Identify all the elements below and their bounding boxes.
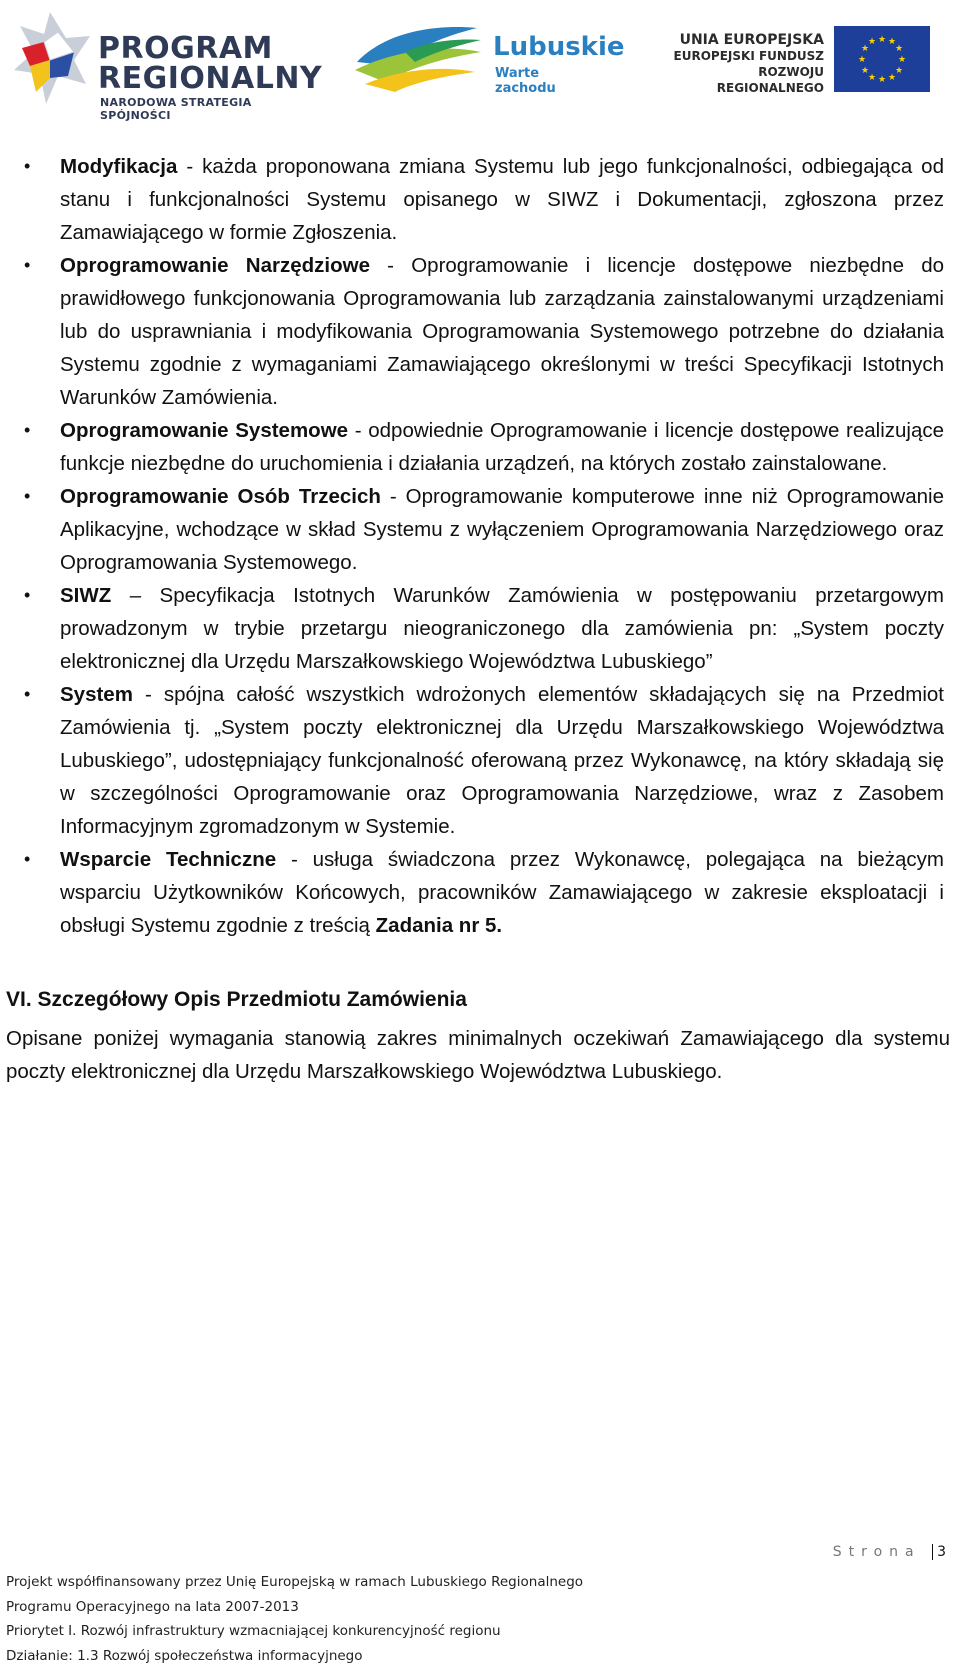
page-header	[0, 0, 960, 120]
definition-text: usługa świadczona przez Wykonawcę, polegająca na bieżącym wsparciu Użytkowników Końcowych, pracowników Zamawiającego w zakresie eksploatacji i obsługi Systemu zgodnie z treścią	[60, 848, 944, 937]
definition-separator: -	[348, 419, 369, 442]
bullet-icon: •	[24, 156, 31, 176]
lubuskie-subtitle: Warte zachodu	[495, 66, 556, 96]
definition-item	[0, 480, 960, 579]
section-heading: VI. Szczegółowy Opis Przedmiotu Zamówienia	[6, 988, 467, 1011]
definition-item	[0, 579, 960, 678]
definition-term: Modyfikacja	[60, 155, 178, 178]
svg-text:★: ★	[887, 73, 897, 83]
svg-text:★: ★	[894, 66, 904, 76]
svg-text:★: ★	[860, 66, 870, 76]
program-subtitle: NARODOWA STRATEGIA SPÓJNOŚCI	[100, 96, 252, 122]
definition-separator: -	[276, 848, 313, 871]
definition-term: Oprogramowanie Osób Trzecich	[60, 485, 381, 508]
footer-line: Programu Operacyjnego na lata 2007-2013	[6, 1598, 299, 1615]
definition-term: Oprogramowanie Narzędziowe	[60, 254, 370, 277]
page-footer	[6, 1570, 583, 1668]
program-title-line1: PROGRAM	[98, 31, 273, 66]
program-regionalny-logo	[10, 12, 323, 122]
definition-text: Specyfikacja Istotnych Warunków Zamówienia w postępowaniu przetargowym prowadzonym w trybie przetargu nieograniczonego dla zamówienia pn: „System poczty elektronicznej dla Urzędu Marszałkowskiego Województwa Lubuskiego”	[60, 584, 944, 673]
footer-line: Projekt współfinansowany przez Unię Europejską w ramach Lubuskiego Regionalnego	[6, 1574, 584, 1590]
definition-item	[0, 150, 960, 249]
eu-logo	[650, 26, 940, 96]
page-number-label	[833, 1544, 946, 1560]
definition-separator: -	[380, 485, 406, 508]
eu-flag-icon	[834, 26, 930, 92]
definition-separator: –	[111, 584, 160, 607]
svg-text:★: ★	[860, 44, 870, 54]
bullet-icon: •	[24, 684, 31, 704]
definition-term: Wsparcie Techniczne	[60, 848, 277, 871]
definition-text: Oprogramowanie komputerowe inne niż Oprogramowanie Aplikacyjne, wchodzące w skład Systemu z wyłączeniem Oprogramowania Narzędziowego oraz Oprogramowania Systemowego.	[60, 485, 944, 574]
definition-text: każda proponowana zmiana Systemu lub jego funkcjonalności, odbiegająca od stanu i funkcjonalności Systemu opisanego w SIWZ i Dokumentacji, zgłoszona przez Zamawiającego w formie Zgłoszenia.	[60, 155, 944, 244]
lubuskie-title: Lubuskie	[493, 32, 625, 62]
section-body: Opisane poniżej wymagania stanowią zakres minimalnych oczekiwań Zamawiającego dla systemu poczty elektronicznej dla Urzędu Marszałkowskiego Województwa Lubuskiego.	[6, 1027, 950, 1083]
eu-line2: EUROPEJSKI FUNDUSZ	[673, 49, 824, 63]
bullet-icon: •	[24, 849, 31, 869]
lubuskie-logo	[355, 22, 625, 97]
page-label: Strona	[832, 1544, 921, 1560]
definition-separator: -	[177, 155, 203, 178]
definition-item	[0, 843, 960, 942]
footer-line: Priorytet I. Rozwój infrastruktury wzmacniającej konkurencyjność regionu	[6, 1623, 501, 1639]
lubuskie-wave-icon	[355, 22, 485, 94]
svg-text:★: ★	[877, 75, 887, 85]
bullet-icon: •	[24, 486, 31, 506]
definition-term: SIWZ	[60, 584, 112, 607]
star-emblem-icon	[10, 12, 90, 108]
page-number: 3	[932, 1544, 946, 1560]
bullet-icon: •	[24, 420, 31, 440]
svg-text:★: ★	[857, 55, 867, 65]
definitions-section	[0, 150, 960, 942]
svg-text:★: ★	[867, 73, 877, 83]
eu-line3: ROZWOJU REGIONALNEGO	[716, 65, 824, 95]
svg-text:★: ★	[887, 37, 897, 47]
bullet-icon: •	[24, 585, 31, 605]
definition-term: System	[60, 683, 133, 706]
bullet-icon: •	[24, 255, 31, 275]
definition-separator: -	[369, 254, 412, 277]
definition-item	[0, 678, 960, 843]
definition-text: odpowiednie Oprogramowanie i licencje dostępowe realizujące funkcje niezbędne do uruchomienia i działania urządzeń, na których zostało zainstalowane.	[60, 419, 945, 475]
definition-separator: -	[132, 683, 164, 706]
svg-text:★: ★	[894, 44, 904, 54]
definitions-list	[0, 150, 960, 942]
definition-item	[0, 414, 960, 480]
definition-text: Oprogramowanie i licencje dostępowe niezbędne do prawidłowego funkcjonowania Oprogramowania lub zarządzania zainstalowanymi urządzeniami lub do usprawniania i modyfikowania Oprogramowania Systemowego potrzebne do działania Systemu zgodnie z wymaganiami Zamawiającego określonymi w treści Specyfikacji Istotnych Warunków Zamówienia.	[60, 254, 945, 409]
definition-reference: Zadania nr 5.	[375, 914, 503, 937]
definition-term: Oprogramowanie Systemowe	[60, 419, 349, 442]
program-title-line2: REGIONALNY	[98, 61, 323, 96]
eu-line1: UNIA EUROPEJSKA	[679, 32, 824, 48]
definition-text: spójna całość wszystkich wdrożonych elementów składających się na Przedmiot Zamówienia tj. „System poczty elektronicznej dla Urzędu Marszałkowskiego Województwa Lubuskiego”, udostępniający funkcjonalność oferowaną przez Wykonawcę, na który składają się w szczególności Oprogramowanie oraz Oprogramowania Narzędziowe, wraz z Zasobem Informacyjnym zgromadzonym w Systemie.	[60, 683, 945, 838]
svg-text:★: ★	[897, 55, 907, 65]
svg-text:★: ★	[877, 35, 887, 45]
footer-line: Działanie: 1.3 Rozwój społeczeństwa informacyjnego	[6, 1647, 363, 1664]
definition-item	[0, 249, 960, 414]
svg-text:★: ★	[867, 37, 877, 47]
